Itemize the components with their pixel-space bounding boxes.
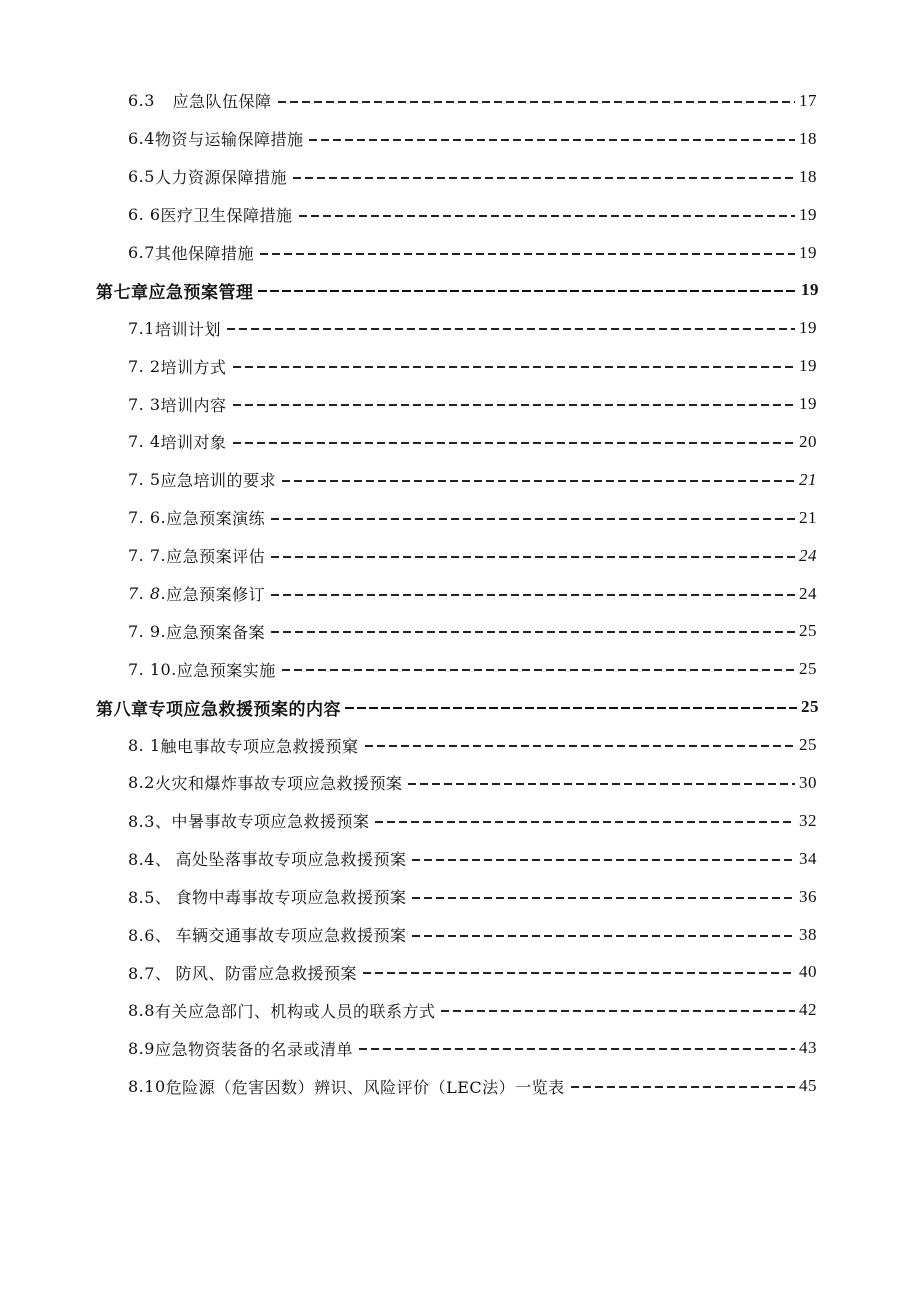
toc-title: 应急预案修订 — [166, 585, 266, 605]
toc-title: 应急预案演练 — [166, 509, 266, 529]
toc-number: 7. 6. — [128, 508, 167, 528]
toc-number: 7. 5 — [128, 470, 161, 490]
toc-title: 食物中毒事故专项应急救援预案 — [175, 888, 407, 908]
toc-number: 7. 10. — [128, 659, 177, 679]
toc-title: 医疗卫生保障措施 — [160, 206, 293, 226]
dot-leader — [571, 1086, 795, 1088]
toc-number: 8. 1 — [128, 735, 161, 755]
dot-leader — [293, 177, 795, 179]
toc-page-number: 19 — [801, 280, 819, 300]
chapter-title: 第七章应急预案管理 — [96, 282, 254, 303]
toc-page-number: 45 — [799, 1076, 817, 1096]
toc-number: 8.8 — [128, 1000, 155, 1020]
toc-title: 应急物资装备的名录或清单 — [154, 1039, 353, 1059]
toc-entry-7-2[interactable] — [0, 347, 920, 385]
toc-entry-7-3[interactable] — [0, 385, 920, 423]
toc-number: 8.3、 — [128, 812, 172, 832]
dot-leader — [271, 631, 795, 633]
dot-leader — [441, 1010, 795, 1012]
toc-title: 其他保障措施 — [154, 244, 254, 263]
dot-leader — [359, 1048, 795, 1050]
dot-leader — [363, 972, 795, 974]
toc-entry-8-4[interactable] — [0, 840, 920, 878]
toc-title: 应急队伍保障 — [172, 92, 272, 112]
toc-page-number: 25 — [799, 621, 817, 641]
toc-page-number: 25 — [801, 697, 819, 717]
dot-leader — [271, 594, 795, 596]
toc-entry-6-6[interactable] — [0, 196, 920, 234]
toc-title: 中暑事故专项应急救援预案 — [171, 812, 370, 832]
toc-page-number: 19 — [799, 204, 817, 224]
toc-entry-6-7[interactable] — [0, 234, 920, 272]
toc-title: 培训内容 — [160, 395, 227, 415]
toc-entry-7-6[interactable] — [0, 499, 920, 537]
toc-title: 培训对象 — [160, 433, 227, 453]
table-of-contents — [0, 82, 920, 1105]
dot-leader — [282, 480, 795, 482]
dot-leader — [375, 821, 795, 823]
toc-title: 应急预案评估 — [166, 547, 266, 567]
toc-page-number: 30 — [799, 772, 817, 792]
dot-leader — [233, 366, 795, 368]
toc-page-number: 17 — [799, 90, 817, 110]
toc-number: 8.2 — [128, 773, 155, 793]
toc-number: 6.7 — [128, 243, 155, 262]
toc-entry-7-9[interactable] — [0, 612, 920, 650]
toc-title: 有关应急部门、机构或人员的联系方式 — [154, 1001, 436, 1021]
toc-number: 7. 9. — [128, 621, 167, 641]
toc-number: 7. 4 — [128, 432, 161, 452]
toc-page-number: 18 — [799, 166, 817, 186]
toc-page-number: 34 — [799, 848, 817, 868]
dot-leader — [260, 253, 795, 255]
toc-number: 8.5、 — [128, 888, 172, 908]
dot-leader — [258, 290, 798, 292]
toc-title: 车辆交通事故专项应急救援预案 — [175, 926, 407, 946]
toc-title: 触电事故专项应急救援预窠 — [160, 736, 359, 756]
toc-title: 培训方式 — [160, 357, 227, 377]
dot-leader — [345, 707, 797, 709]
toc-page-number: 21 — [799, 507, 817, 527]
toc-number: 8.10 — [128, 1076, 166, 1096]
toc-title: 物资与运输保障措施 — [154, 130, 304, 150]
toc-number: 6.3 — [128, 91, 161, 111]
toc-title: 高处坠落事故专项应急救援预案 — [175, 850, 407, 870]
toc-entry-7-5[interactable] — [0, 461, 920, 499]
dot-leader — [271, 518, 795, 520]
dot-leader — [227, 328, 795, 330]
toc-entry-7-7[interactable] — [0, 537, 920, 575]
toc-page-number: 20 — [799, 431, 817, 451]
dot-leader — [233, 404, 795, 406]
toc-entry-7-10[interactable] — [0, 650, 920, 688]
toc-number: 8.6、 — [128, 926, 172, 946]
toc-number: 6.5 — [128, 167, 155, 187]
toc-number: 6. 6 — [128, 205, 161, 225]
toc-entry-8-7[interactable] — [0, 953, 920, 991]
toc-number: 8.9 — [128, 1038, 155, 1058]
toc-title: 火灾和爆炸事故专项应急救援预案 — [154, 774, 403, 794]
toc-page-number: 25 — [799, 659, 817, 679]
toc-title: 培训计划 — [154, 319, 221, 339]
toc-entry-8-5[interactable] — [0, 878, 920, 916]
toc-number: 7. 2 — [128, 356, 161, 376]
toc-page-number: 36 — [799, 886, 817, 906]
toc-title: 人力资源保障措施 — [154, 168, 287, 188]
toc-chapter-8[interactable] — [0, 688, 920, 726]
dot-leader — [299, 215, 795, 217]
toc-number: 7. 3 — [128, 394, 161, 414]
toc-page-number: 38 — [799, 924, 817, 944]
toc-page-number: 24 — [799, 545, 817, 565]
toc-entry-8-10[interactable] — [0, 1067, 920, 1105]
toc-number: 7.1 — [128, 318, 155, 338]
dot-leader — [365, 745, 795, 747]
dot-leader — [412, 935, 795, 937]
toc-entry-6-3[interactable] — [0, 82, 920, 120]
chapter-title: 第八章专项应急救援预案的内容 — [96, 699, 341, 720]
toc-title: 应急预案实施 — [176, 660, 276, 680]
toc-number: 8.7、 — [128, 963, 172, 983]
toc-entry-8-6[interactable] — [0, 916, 920, 954]
toc-entry-8-1[interactable] — [0, 726, 920, 764]
toc-entry-8-2[interactable] — [0, 764, 920, 802]
toc-entry-8-9[interactable] — [0, 1029, 920, 1067]
toc-entry-7-4[interactable] — [0, 423, 920, 461]
toc-page-number: 18 — [799, 128, 817, 148]
dot-leader — [408, 783, 795, 785]
dot-leader — [282, 669, 795, 671]
toc-title: 应急培训的要求 — [160, 471, 277, 491]
toc-entry-8-8[interactable] — [0, 991, 920, 1029]
toc-page-number: 42 — [799, 1000, 817, 1020]
toc-title: 应急预案备案 — [166, 622, 266, 642]
toc-title: 防风、防雷应急救援预案 — [175, 963, 357, 983]
toc-number: 7. 8. — [128, 584, 167, 604]
toc-entry-6-5[interactable] — [0, 158, 920, 196]
toc-entry-7-1[interactable] — [0, 309, 920, 347]
toc-page-number: 40 — [799, 962, 817, 982]
dot-leader — [271, 556, 795, 558]
dot-leader — [278, 101, 795, 103]
toc-number: 6.4 — [128, 129, 155, 149]
toc-page-number: 19 — [799, 356, 817, 376]
dot-leader — [233, 442, 795, 444]
toc-number: 7. 7. — [128, 546, 167, 566]
toc-chapter-7[interactable] — [0, 271, 920, 309]
toc-page-number: 21 — [799, 469, 817, 489]
toc-page-number: 25 — [799, 735, 817, 755]
dot-leader — [412, 859, 795, 861]
toc-page-number: 19 — [799, 318, 817, 338]
toc-page-number: 43 — [799, 1038, 817, 1058]
toc-title: 危险源（危害因数）辨识、风险评价（LEC法）一览表 — [165, 1077, 565, 1097]
toc-entry-7-8[interactable] — [0, 575, 920, 613]
toc-page-number: 19 — [799, 394, 817, 414]
toc-page-number: 24 — [799, 583, 817, 603]
toc-entry-8-3[interactable] — [0, 802, 920, 840]
dot-leader — [309, 139, 795, 141]
toc-entry-6-4[interactable] — [0, 120, 920, 158]
toc-page-number: 19 — [799, 242, 817, 262]
toc-number: 8.4、 — [128, 850, 172, 870]
dot-leader — [412, 897, 795, 899]
toc-page-number: 32 — [799, 810, 817, 830]
